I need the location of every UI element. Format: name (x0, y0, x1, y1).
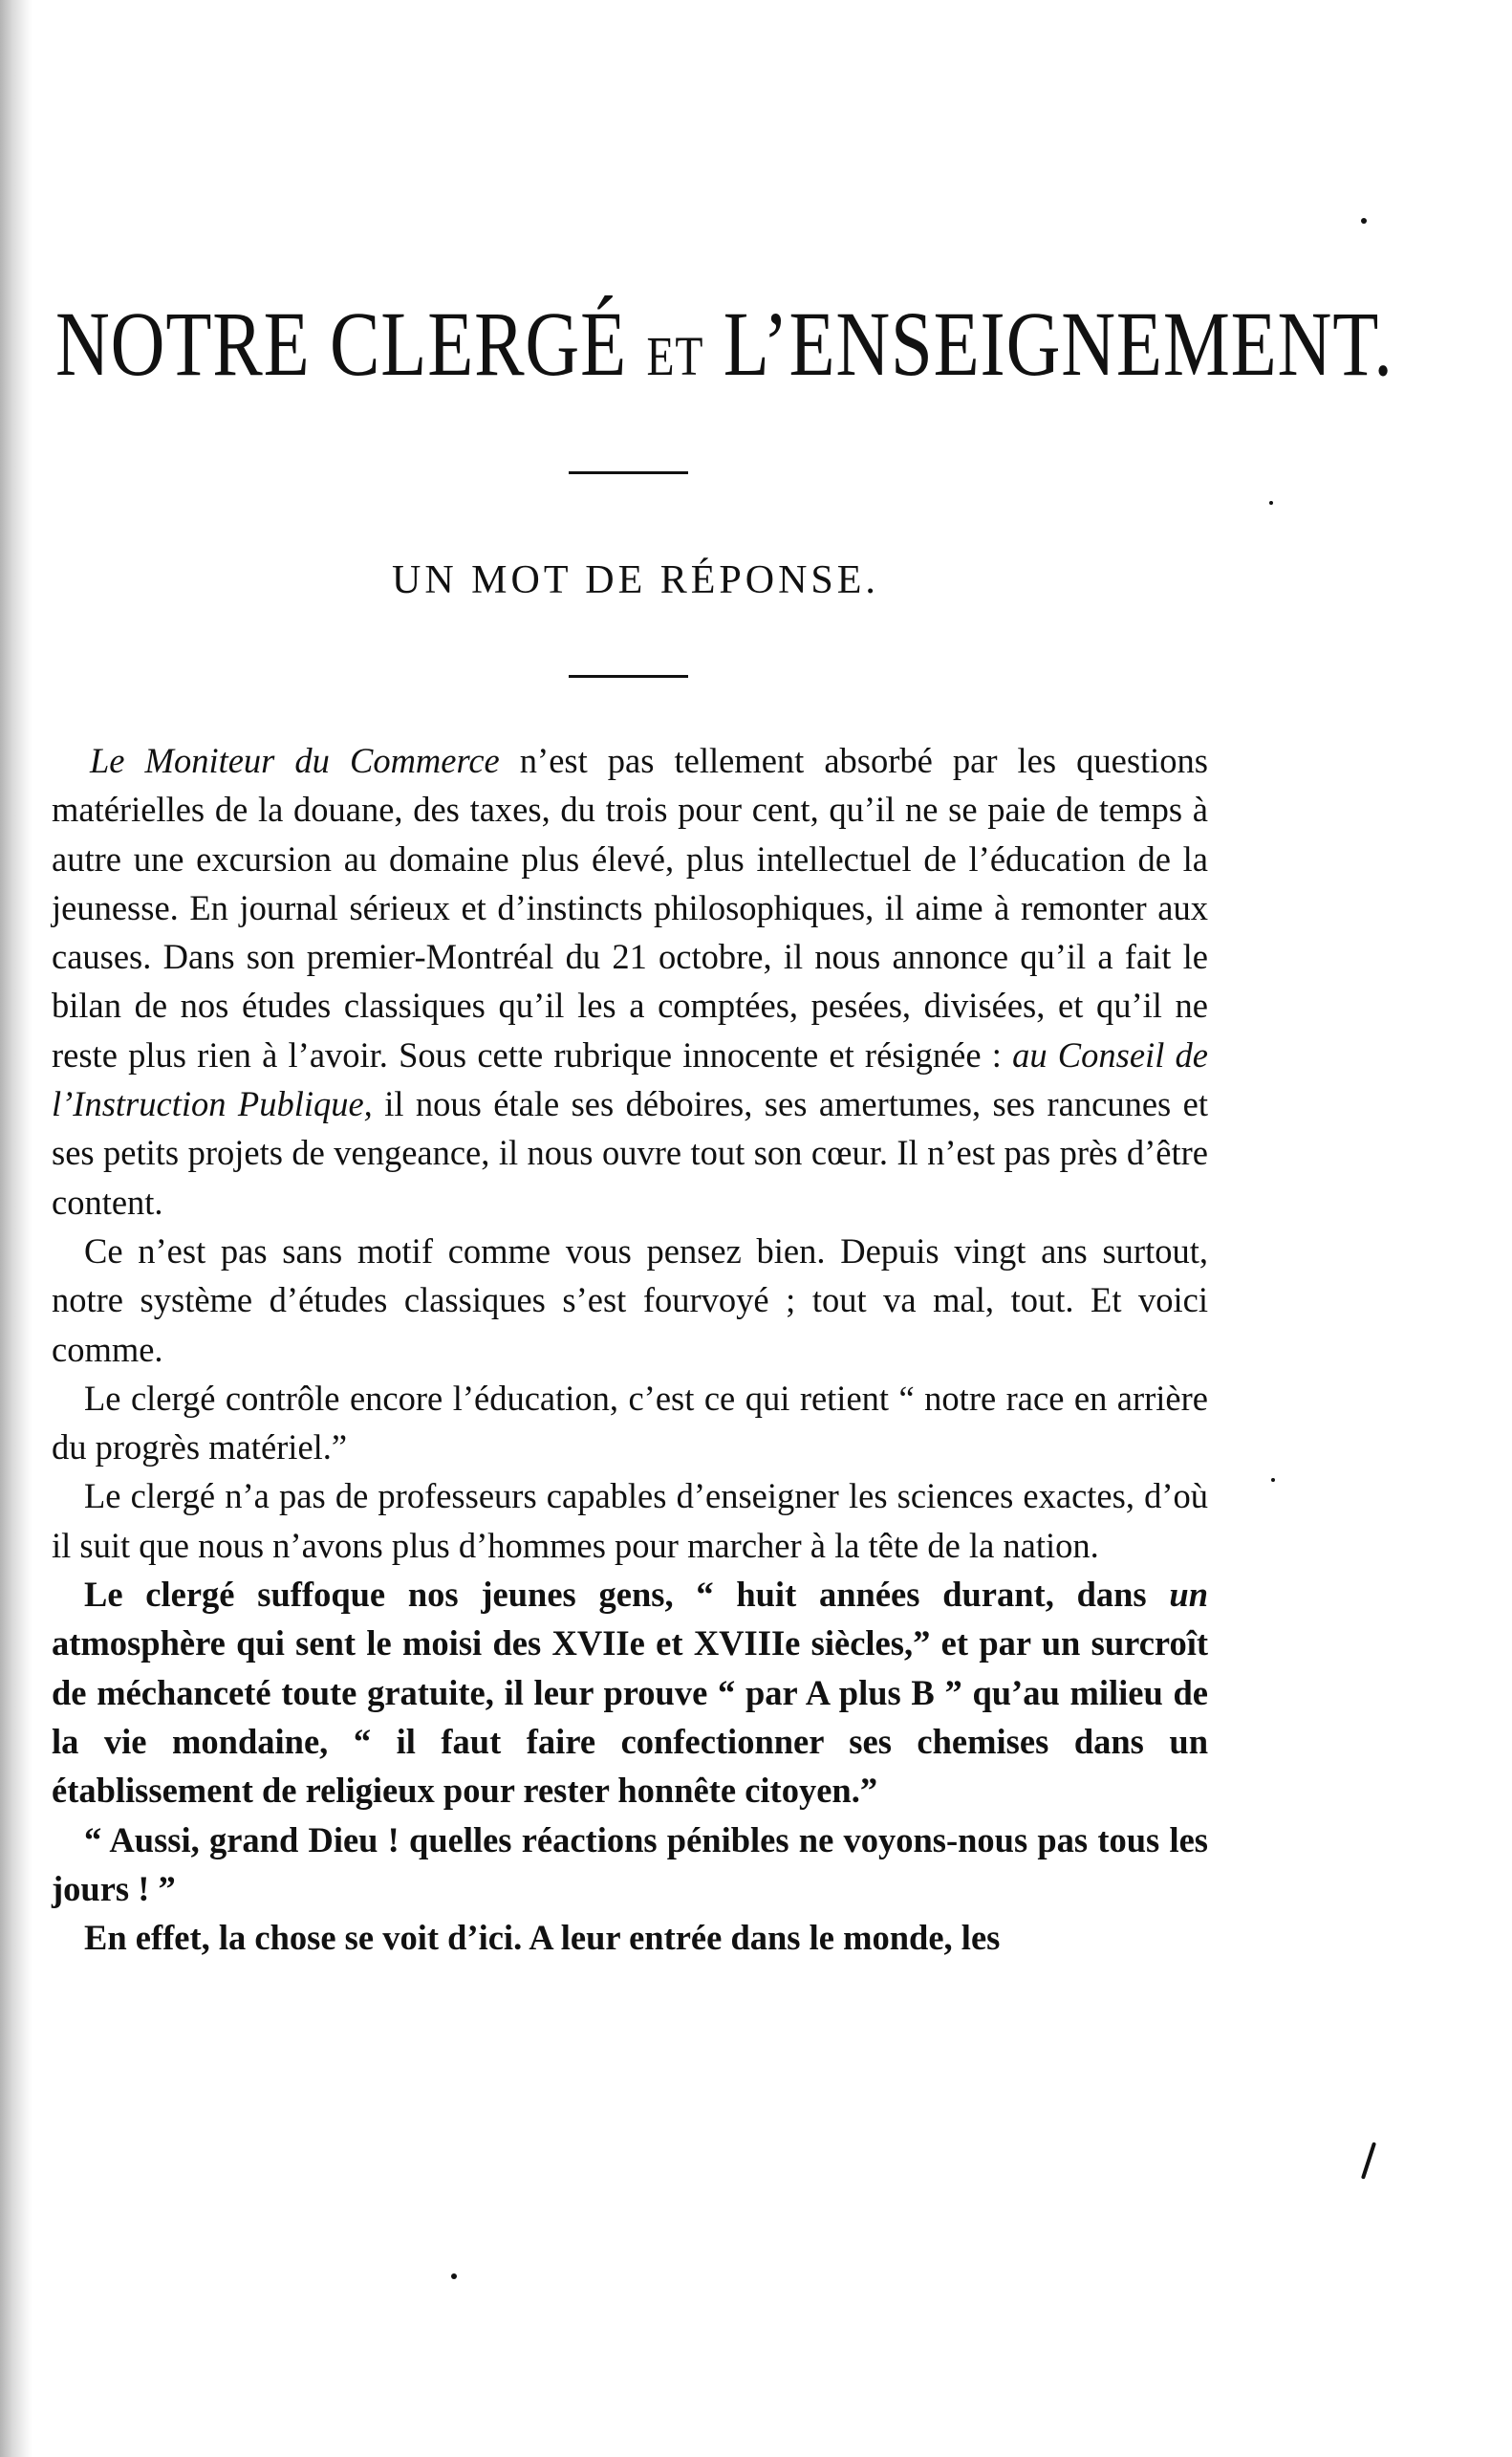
paragraph-5-text: Le clergé suffoque nos jeunes gens, “ huit années durant, dans (84, 1575, 1170, 1615)
ink-speck (1361, 218, 1367, 224)
title-divider-top (569, 471, 688, 474)
ink-speck (451, 2273, 457, 2279)
title-divider-bottom (569, 675, 688, 678)
ink-speck (1269, 501, 1273, 505)
paragraph-1 (52, 736, 1208, 1227)
paragraph-7: En effet, la chose se voit d’ici. A leur entrée dans le monde, les (84, 1918, 1001, 1958)
paragraph-6: “ Aussi, grand Dieu ! quelles réactions pénibles ne voyons-nous pas tous les jours ! ” (52, 1819, 1208, 1908)
title-part-2: ET (646, 325, 704, 387)
paragraph-5 (52, 1570, 1208, 1815)
title-part-3: L’ENSEIGNEMENT. (703, 293, 1393, 395)
paragraph-4: Le clergé n’a pas de professeurs capables d’enseigner les sciences exactes, d’où il suit que nous n’avons plus d’hommes pour marcher à la tête de la nation. (52, 1476, 1208, 1565)
binding-gutter-shadow (0, 0, 32, 2457)
article-title (55, 287, 1393, 414)
paragraph-1-lead: Le (90, 741, 145, 780)
ink-speck (1271, 1478, 1275, 1482)
paragraph-1-text: n’est pas tellement absorbé par les questions matérielles de la douane, des taxes, du trois pour cent, qu’il ne se paie de temps à autre une excursion au domaine plus élevé, plus intellectuel de l’éducation de la jeunesse. En journal sérieux et d’instincts philosophiques, il aime à remonter aux causes. Dans son premier-Montréal du 21 octobre, il nous annonce qu’il a fait le bilan de nos études classiques qu’il les a comptées, pesées, divisées, et qu’il ne reste plus rien à l’avoir. Sous cette rubrique innocente et résignée : (52, 741, 1209, 1075)
newspaper-name: Moniteur du Commerce (144, 741, 500, 780)
rubric-title: au Conseil de l’Instruction Publique, (52, 1034, 1208, 1124)
paragraph-1-end: il nous étale ses déboires, ses amertumes, ses rancunes et ses petits projets de vengeance, il nous ouvre tout son cœur. Il n’est pas près d’être content. (52, 1084, 1208, 1222)
paragraph-3: Le clergé contrôle encore l’éducation, c’est ce qui retient “ notre race en arrière du progrès matériel.” (52, 1378, 1208, 1468)
article-body (52, 736, 1208, 1962)
article-subtitle: UN MOT DE RÉPONSE. (392, 558, 879, 602)
paragraph-5-end: atmosphère qui sent le moisi des XVIIe et XVIIIe siècles,” et par un surcroît de méchanceté toute gratuite, il leur prouve “ par A plus B ” qu’au milieu de la vie mondaine, “ il faut faire confectionner ses chemises dans un établissement de religieux pour rester honnête citoyen.” (52, 1623, 1208, 1811)
ink-stroke (1361, 2142, 1376, 2179)
title-part-1: NOTRE CLERGÉ (55, 293, 647, 395)
paragraph-2: Ce n’est pas sans motif comme vous pensez bien. Depuis vingt ans surtout, notre système d’études classiques s’est fourvoyé ; tout va mal, tout. Et voici comme. (52, 1230, 1208, 1369)
paragraph-5-italic: un (1169, 1575, 1208, 1615)
